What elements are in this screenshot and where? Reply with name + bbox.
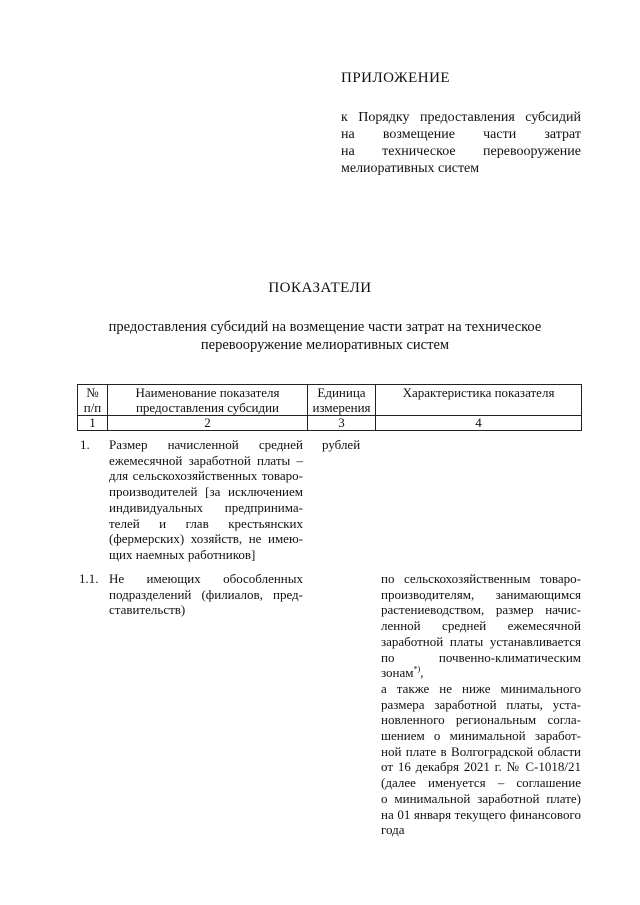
document-subtitle-line: перевооружение мелиоративных систем: [200, 337, 450, 353]
document-subtitle-line: предоставления субсидий на возмещение части затрат на техническое: [108, 319, 542, 335]
header-unit: Единица измерения: [308, 385, 376, 416]
row-number: 1.: [80, 437, 90, 452]
header-number: № п/п: [78, 385, 108, 416]
header-indicator-name: Наименование показателя предоставления субсидии: [108, 385, 308, 416]
appendix-line: мелиоративных систем: [341, 161, 480, 176]
unit-value: рублей: [322, 437, 361, 452]
column-number: 2: [108, 416, 308, 431]
appendix-line: на возмещение части затрат: [341, 127, 581, 142]
indicator-name: Не имеющих обособленных подразделений (филиалов, пред- ставительств): [109, 571, 303, 618]
indicators-table-header: [77, 384, 582, 431]
indicator-name: Размер начисленной средней ежемесячной заработной платы – для сельскохозяйственных товаро- производителей [за исключением индивидуальных предпринима- телей и глав крестьянских (фермерских) хозяйств, не имею- щих наемных работников]: [109, 437, 303, 562]
appendix-line: на техническое перевооружение: [341, 144, 581, 159]
document-subtitle: [90, 318, 560, 354]
row-number: 1.1.: [79, 571, 99, 586]
column-number-row: [78, 416, 582, 431]
appendix-header: [341, 70, 581, 177]
header-characteristic: Характеристика показателя: [376, 385, 582, 416]
column-number: 3: [308, 416, 376, 431]
column-number: 1: [78, 416, 108, 431]
footnote-mark: *): [413, 664, 421, 674]
column-number: 4: [376, 416, 582, 431]
indicator-characteristic: по сельскохозяйственным товаро- производителям, занимающимся растениеводством, размер начис- ленной средней ежемесячной заработной платы устанавливается по почвенно-климатическим зонам*), а также не ниже минимального размера заработной платы, уста- новленного региональным согла- шением о минимальной заработ- ной плате в Волгоградской области от 16 декабря 2021 г. № С-1018/21 (далее именуется – соглашение о минимальной заработной плате) на 01 января текущего финансового года: [381, 571, 581, 838]
characteristic-line-with-footnote: по почвенно-климатическим зонам*),: [381, 649, 581, 681]
document-title: ПОКАЗАТЕЛИ: [268, 280, 372, 296]
table-header-row: [78, 385, 582, 416]
appendix-title: ПРИЛОЖЕНИЕ: [341, 70, 451, 86]
appendix-line: к Порядку предоставления субсидий: [341, 110, 581, 125]
